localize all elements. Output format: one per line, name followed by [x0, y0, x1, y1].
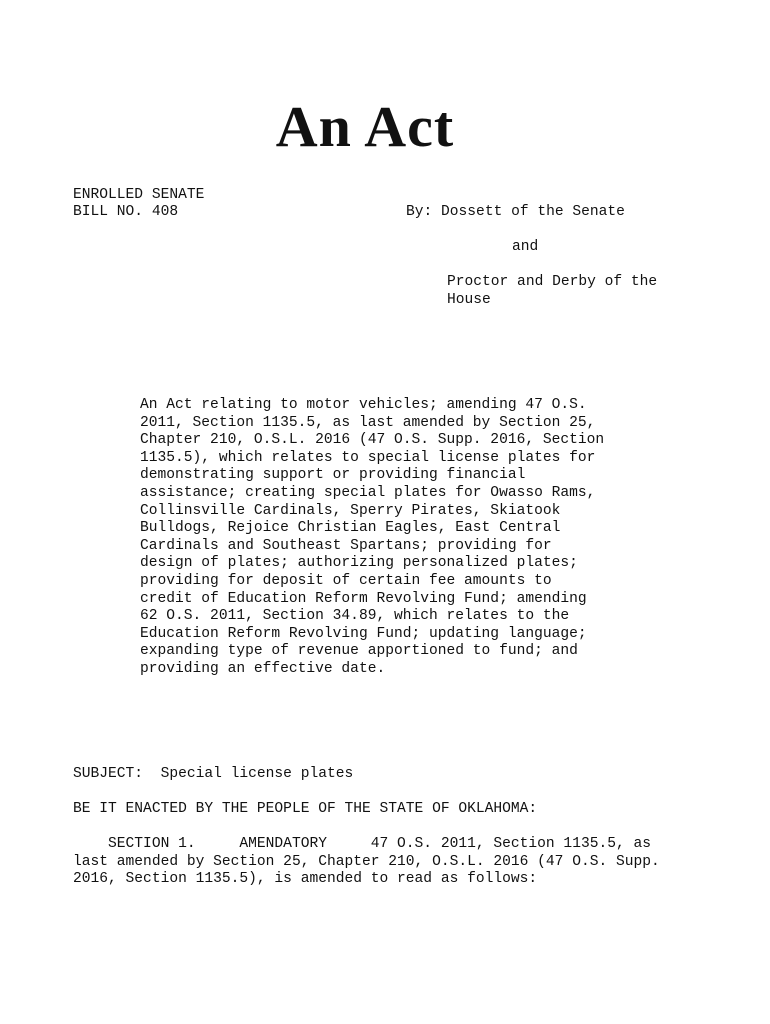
enacting-clause: BE IT ENACTED BY THE PEOPLE OF THE STATE OF OKLAHOMA: [73, 801, 538, 817]
enrolled-senate-label: ENROLLED SENATE [73, 187, 205, 203]
section-1-line: last amended by Section 25, Chapter 210, O.S.L. 2016 (47 O.S. Supp. [73, 854, 660, 870]
house-authors: Proctor and Derby of the House [447, 274, 658, 308]
subject-line: SUBJECT: Special license plates [73, 766, 354, 782]
senate-author: By: Dossett of the Senate [406, 204, 625, 220]
author-conjunction: and [512, 239, 539, 255]
act-description: An Act relating to motor vehicles; amending 47 O.S. 2011, Section 1135.5, as last amended by Section 25, Chapter 210, O.S.L. 2016 (47 O.S. Supp. 2016, Section 1135.5), which relates to special license plates for demonstrating support or providing financial assistance; creating special plates for Owasso Rams, Collinsville Cardinals, Sperry Pirates, Skiatook Bulldogs, Rejoice Christian Eagles, East Central Cardinals and Southeast Spartans; providing for design of plates; authorizing personalized plates; providing for deposit of certain fee amounts to credit of Education Reform Revolving Fund; amending 62 O.S. 2011, Section 34.89, which relates to the Education Reform Revolving Fund; updating language; expanding type of revenue apportioned to fund; and providing an effective date. [140, 397, 605, 677]
bill-number: BILL NO. 408 [73, 204, 179, 220]
section-1-line: SECTION 1. AMENDATORY 47 O.S. 2011, Section 1135.5, as [73, 836, 652, 852]
section-1-line: 2016, Section 1135.5), is amended to read as follows: [73, 871, 538, 887]
document-title: An Act [275, 94, 455, 159]
